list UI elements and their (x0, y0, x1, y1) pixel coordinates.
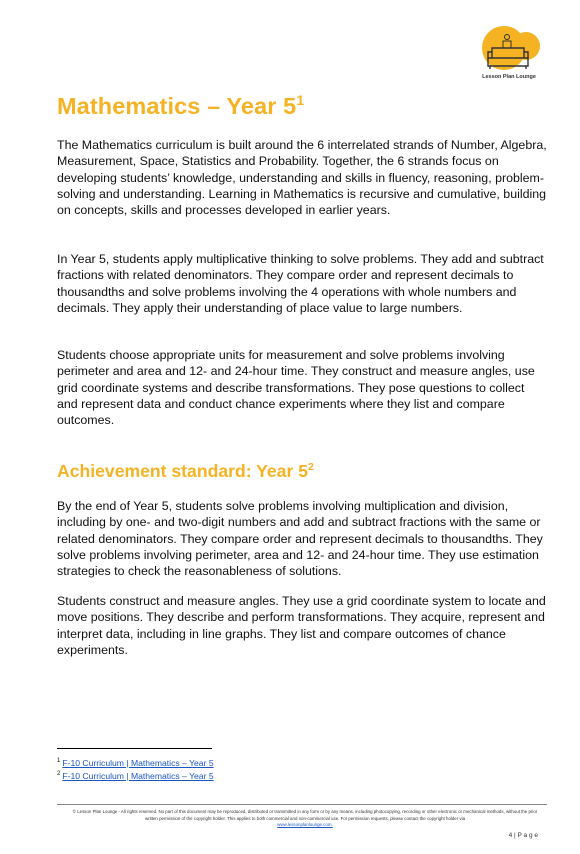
footnote-link-2[interactable]: F-10 Curriculum | Mathematics – Year 5 (62, 771, 214, 781)
footnote-1 (57, 758, 214, 768)
footnote-2 (57, 771, 214, 781)
achievement-footnote-ref[interactable]: 2 (308, 461, 314, 474)
footnote-divider (57, 748, 212, 749)
intro-paragraph-2: In Year 5, students apply multiplicative thinking to solve problems. They add and subtract fractions with related denominators. They compare order and represent decimals to thousandths and solve problems involving the 4 operations with whole numbers and decimals. They apply their understanding of place value to large numbers. (57, 252, 544, 315)
footnote-number: 1 (57, 758, 61, 765)
intro-paragraph-1: The Mathematics curriculum is built around the 6 interrelated strands of Number, Algebra, Measurement, Space, Statistics and Probability. Together, the 6 strands focus on developing students’ knowledge, understanding and skills in fluency, reasoning, problem-solving and understanding. Learning in Mathematics is recursive and cumulative, building on concepts, skills and processes developed in earlier years. (57, 138, 547, 218)
copyright-notice (70, 809, 540, 829)
footnote-number: 2 (57, 771, 61, 778)
website-link[interactable]: www.lessonplanlounge.com. (277, 822, 333, 827)
achievement-paragraph-2: Students construct and measure angles. They use a grid coordinate system to locate and move positions. They describe and perform transformations. They acquire, represent and interpret data, including in line graphs. They list and compare outcomes of chance experiments. (57, 594, 546, 657)
sofa-icon (474, 24, 544, 80)
intro-paragraph-3: Students choose appropriate units for measurement and solve problems involving perimeter and area and 12- and 24-hour time. They construct and measure angles, use grid coordinate systems and describe transformations. They pose questions to collect and represent data and conduct chance experiments where they list and compare outcomes. (57, 348, 535, 428)
achievement-heading: Achievement standard: Year $5^2$ (57, 461, 314, 481)
page-number: 4 | P a g e (508, 832, 538, 839)
logo-text: Lesson Plan Lounge (482, 74, 536, 80)
copyright-text: © Lesson Plan Lounge - All rights reserved. No part of this document may be reproduced, distributed or transmitted in any form or by any means, including photocopying, recording or other electronic or mechanical methods, without the prior written permission of the copyright holder. This applies to both commercial and non-commercial use. For permission requests, please contact the copyright holder via (72, 809, 538, 821)
footer-divider (57, 804, 547, 805)
page-title: Mathematics – Year $5^1$ (57, 92, 305, 119)
title-footnote-ref[interactable]: 1 (296, 92, 305, 109)
achievement-paragraph-1: By the end of Year 5, students solve problems involving multiplication and division, including by one- and two-digit numbers and add and subtract fractions with the same or related denominators. They compare order and represent decimals to thousandths. They solve problems involving perimeter, area and 12- and 24-hour time. They use estimation strategies to check the reasonableness of solutions. (57, 499, 543, 579)
footnote-link-1[interactable]: F-10 Curriculum | Mathematics – Year 5 (62, 758, 214, 768)
